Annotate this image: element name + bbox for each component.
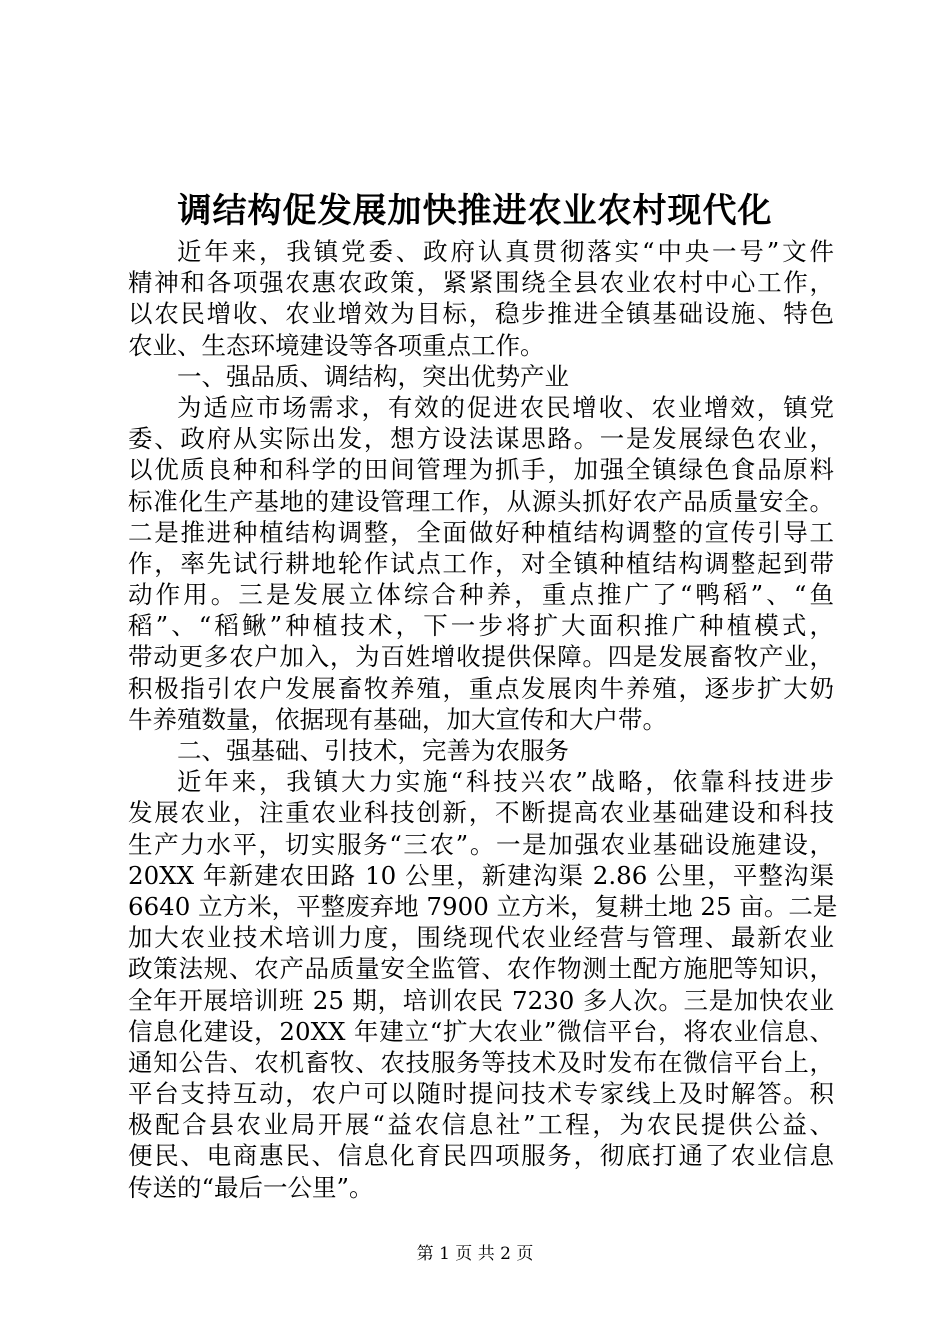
text-line: 牛养殖数量，依据现有基础，加大宣传和大户带。 (128, 704, 667, 734)
body-paragraph (128, 766, 838, 1203)
text-line: 全年开展培训班 25 期，培训农民 7230 多人次。三是加快农业 (128, 985, 834, 1015)
text-line: 带动更多农户加入，为百姓增收提供保障。四是发展畜牧产业， (128, 642, 834, 672)
text-line: 通知公告、农机畜牧、农技服务等技术及时发布在微信平台上， (128, 1047, 834, 1077)
text-line: 二是推进种植结构调整，全面做好种植结构调整的宣传引导工 (128, 517, 834, 547)
section-heading (128, 361, 834, 392)
text-line: 便民、电商惠民、信息化育民四项服务，彻底打通了农业信息 (128, 1141, 834, 1171)
text-line: 近年来，我镇大力实施“科技兴农”战略，依靠科技进步 (177, 767, 834, 797)
text-line: 稻”、“稻鳅”种植技术，下一步将扩大面积推广种植模式， (128, 611, 834, 641)
text-line: 积极指引农户发展畜牧养殖，重点发展肉牛养殖，逐步扩大奶 (128, 673, 834, 703)
text-line: 信息化建设，20XX 年建立“扩大农业”微信平台，将农业信息、 (128, 1016, 834, 1046)
text-line: 以优质良种和科学的田间管理为抓手，加强全镇绿色食品原料 (128, 455, 834, 485)
text-line: 加大农业技术培训力度，围绕现代农业经营与管理、最新农业 (128, 923, 834, 953)
document-title: 调结构促发展加快推进农业农村现代化 (177, 191, 773, 231)
text-line: 以农民增收、农业增效为目标，稳步推进全镇基础设施、特色 (128, 299, 834, 329)
body-paragraph (128, 236, 834, 361)
text-line: 农业、生态环境建设等各项重点工作。 (128, 330, 545, 360)
section-heading (128, 735, 834, 766)
body-paragraph (128, 392, 834, 735)
text-line: 一、强品质、调结构，突出优势产业 (177, 361, 569, 391)
text-line: 精神和各项强农惠农政策，紧紧围绕全县农业农村中心工作， (128, 268, 834, 298)
text-line: 动作用。三是发展立体综合种养，重点推广了“鸭稻”、“鱼 (128, 580, 834, 610)
text-line: 委、政府从实际出发，想方设法谋思路。一是发展绿色农业， (128, 424, 834, 454)
document-body (128, 236, 838, 1203)
text-line: 生产力水平，切实服务“三农”。一是加强农业基础设施建设， (128, 829, 834, 859)
text-line: 极配合县农业局开展“益农信息社”工程，为农民提供公益、 (128, 1110, 834, 1140)
text-line: 政策法规、农产品质量安全监管、农作物测土配方施肥等知识， (128, 954, 834, 984)
text-line: 近年来，我镇党委、政府认真贯彻落实“中央一号”文件 (177, 237, 834, 266)
text-line: 发展农业，注重农业科技创新，不断提高农业基础建设和科技 (128, 798, 834, 828)
text-line: 二、强基础、引技术，完善为农服务 (177, 736, 569, 765)
text-line: 为适应市场需求，有效的促进农民增收、农业增效，镇党 (177, 392, 834, 422)
text-line: 6640 立方米，平整废弃地 7900 立方米，复耕土地 25 亩。二是 (128, 891, 838, 921)
text-line: 作，率先试行耕地轮作试点工作，对全镇种植结构调整起到带 (128, 548, 834, 578)
text-line: 标准化生产基地的建设管理工作，从源头抓好农产品质量安全。 (128, 486, 834, 516)
text-line: 平台支持互动，农户可以随时提问技术专家线上及时解答。积 (128, 1079, 834, 1109)
text-line: 传送的“最后一公里”。 (128, 1172, 374, 1202)
page-footer: 第 1 页 共 2 页 (416, 1244, 534, 1264)
text-line: 20XX 年新建农田路 10 公里，新建沟渠 2.86 公里，平整沟渠 (128, 860, 834, 890)
